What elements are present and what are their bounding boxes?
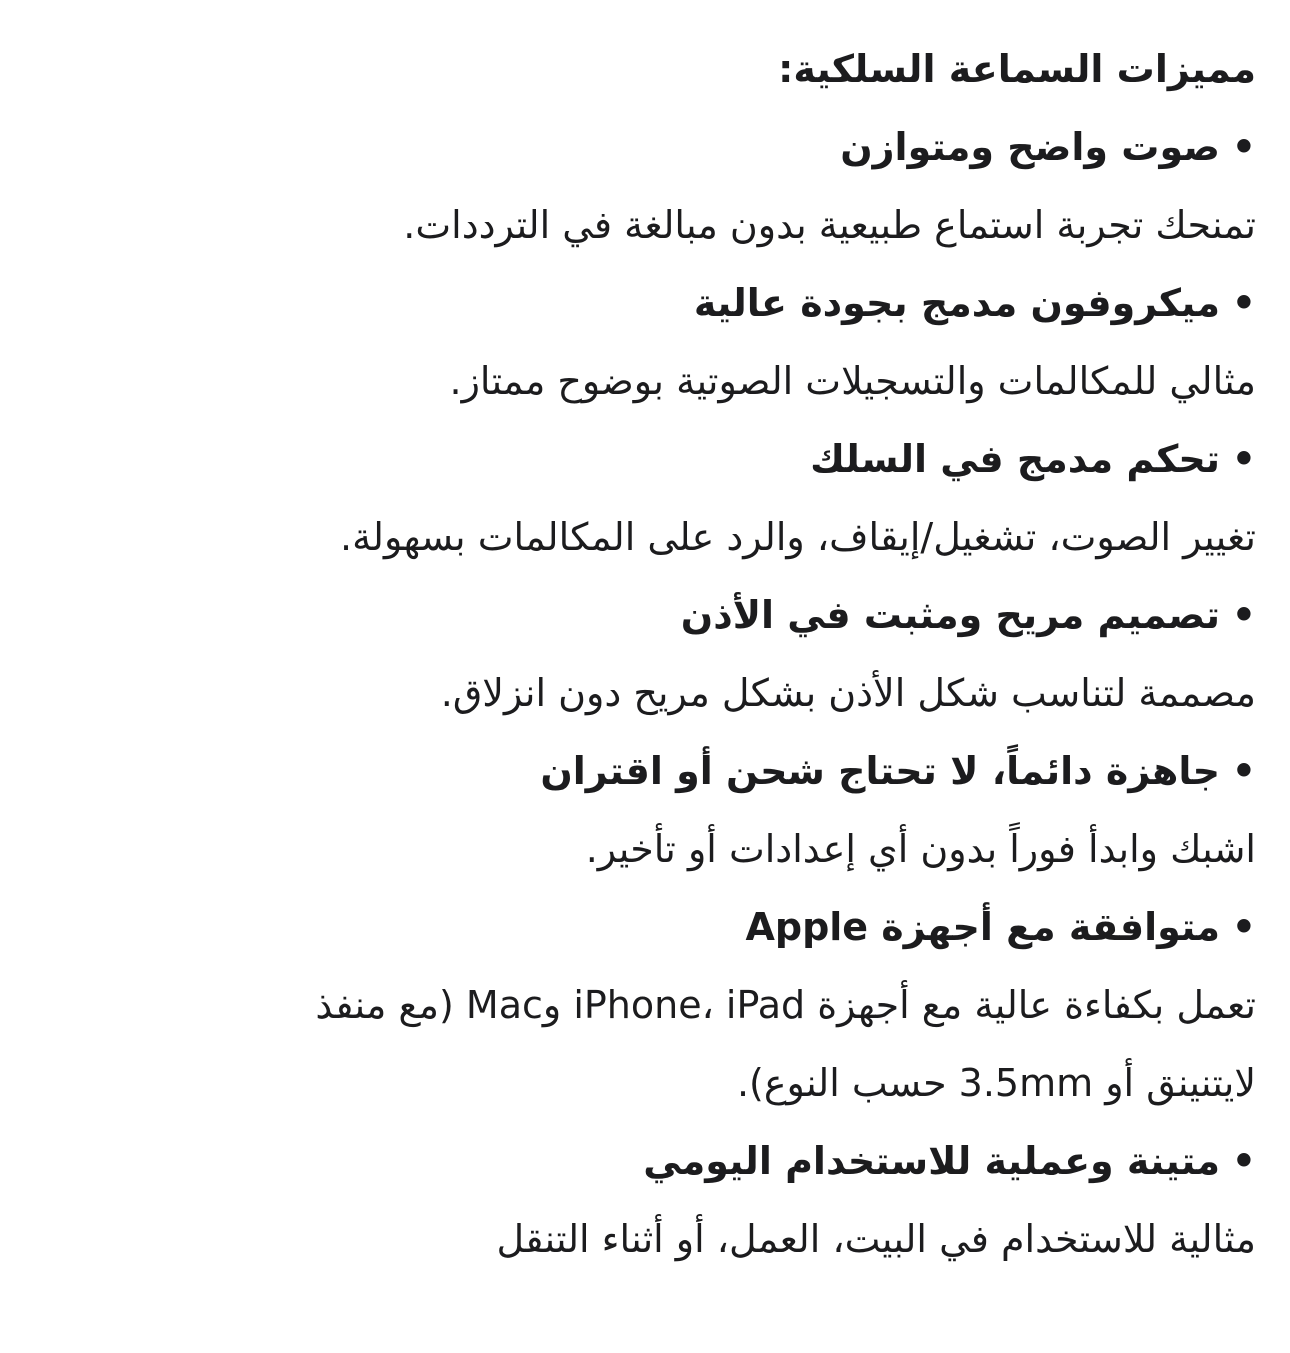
feature-title-6 — [76, 888, 1256, 966]
feature-title-2 — [76, 264, 1256, 342]
feature-description-6-line-1: تعمل بكفاءة عالية مع أجهزة iPhone، iPad وMac (مع منفذ — [315, 983, 1256, 1027]
feature-title-text: ميكروفون مدمج بجودة عالية — [693, 281, 1220, 325]
bullet-icon: • — [1231, 749, 1256, 793]
feature-description-2: مثالي للمكالمات والتسجيلات الصوتية بوضوح ممتاز. — [449, 359, 1256, 403]
bullet-icon: • — [1231, 1139, 1256, 1183]
feature-title-3 — [76, 420, 1256, 498]
bullet-icon: • — [1231, 125, 1256, 169]
feature-description-3: تغيير الصوت، تشغيل/إيقاف، والرد على المكالمات بسهولة. — [339, 515, 1256, 559]
feature-title-text: متينة وعملية للاستخدام اليومي — [643, 1139, 1220, 1183]
bullet-icon: • — [1231, 905, 1256, 949]
feature-document — [76, 0, 1256, 1278]
feature-description-5: اشبك وابدأ فوراً بدون أي إعدادات أو تأخير. — [585, 827, 1256, 871]
document-heading: مميزات السماعة السلكية: — [778, 47, 1256, 91]
bullet-icon: • — [1231, 437, 1256, 481]
feature-title-text: صوت واضح ومتوازن — [840, 125, 1220, 169]
feature-title-text: تصميم مريح ومثبت في الأذن — [680, 593, 1220, 637]
feature-title-1 — [76, 108, 1256, 186]
bullet-icon: • — [1231, 281, 1256, 325]
bullet-icon: • — [1231, 593, 1256, 637]
feature-title-4 — [76, 576, 1256, 654]
feature-title-7 — [76, 1122, 1256, 1200]
feature-title-5 — [76, 732, 1256, 810]
feature-description-7: مثالية للاستخدام في البيت، العمل، أو أثناء التنقل — [496, 1217, 1256, 1261]
feature-title-text: متوافقة مع أجهزة Apple — [745, 905, 1220, 949]
feature-title-text: جاهزة دائماً، لا تحتاج شحن أو اقتران — [540, 749, 1220, 793]
feature-description-6-line-2: لايتنينق أو 3.5mm حسب النوع). — [736, 1061, 1256, 1105]
feature-description-4: مصممة لتناسب شكل الأذن بشكل مريح دون انزلاق. — [440, 671, 1256, 715]
feature-description-1: تمنحك تجربة استماع طبيعية بدون مبالغة في الترددات. — [403, 203, 1256, 247]
feature-title-text: تحكم مدمج في السلك — [810, 437, 1220, 481]
